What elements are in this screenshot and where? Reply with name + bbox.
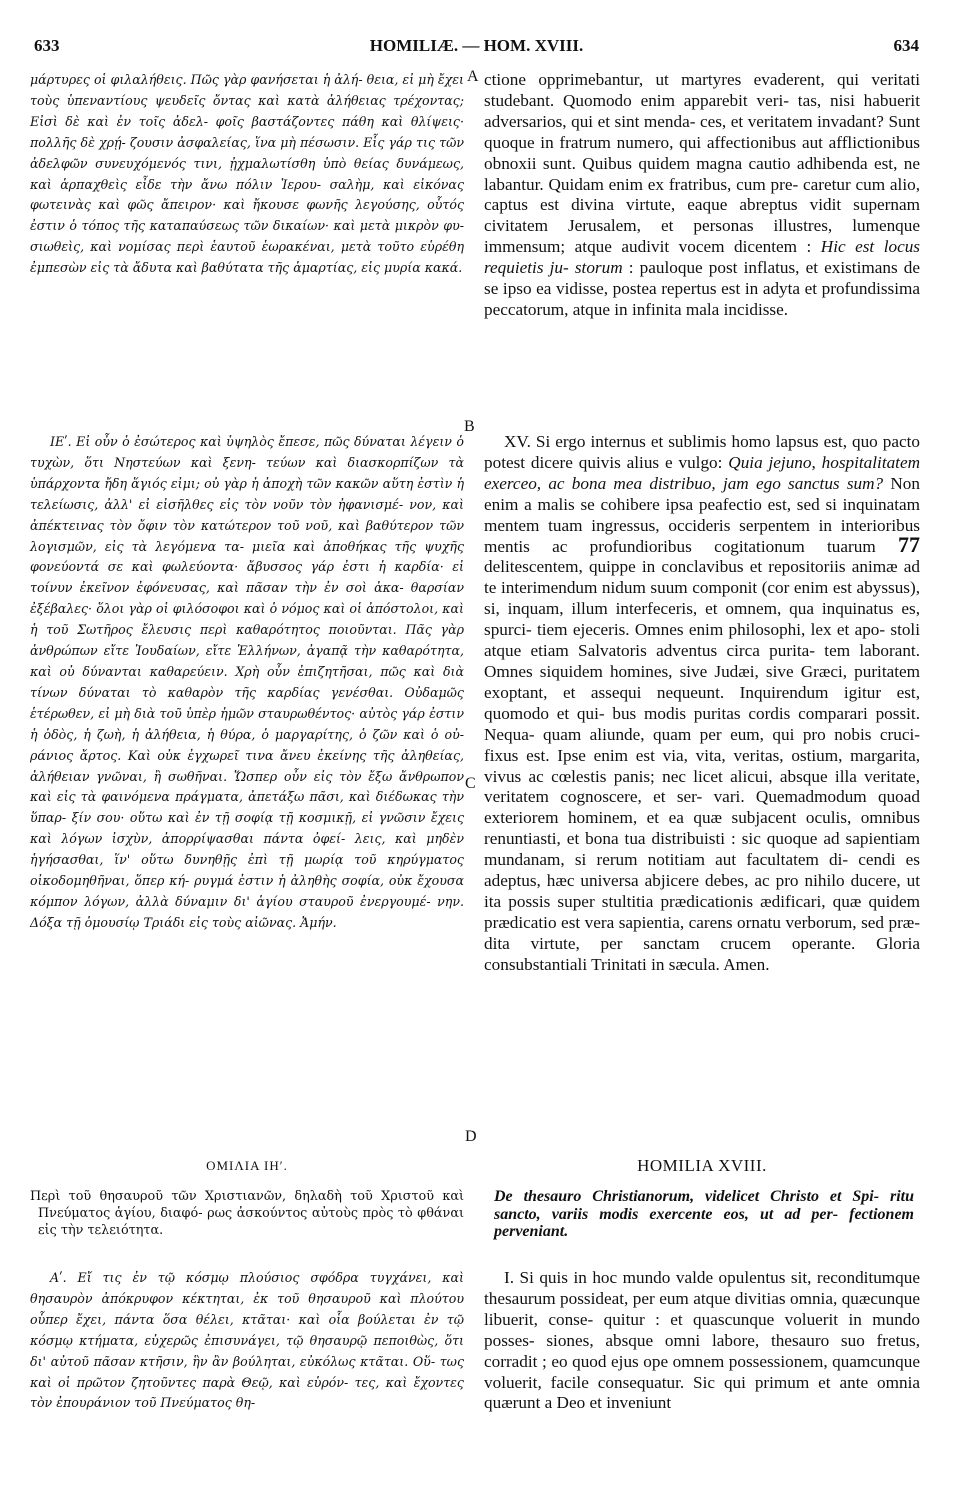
latin-paragraph-2 — [484, 432, 920, 976]
latin-paragraph-2-text-c: delitescentem, quippe in conclavibus et repositoriis animæ ad te interimendum nidum suum componit (cor enim est abyssus), si, inquam, illum interfeceris, et omnem, qua inquinatus es, spurci- tiem ejeceris. Omnes enim philosophi, lex et apo- stoli atque etiam Salvatoris adventus circa purita- tem laborant. Omnes siquidem homines, sive Judæi, sive Græci, puritatem exoptant, et assequi nequeunt. Inquirendum igitur est, quomodo et qui- bus modis puritas cordis comparari possit. Nequa- quam aliunde, quam per eum, qui pro nobis cruci- fixus est. Ipse enim est via, vita, veritas, ostium, margarita, vivus ac cœlestis panis; nec licet alicui, absque illa veritate, veritatem cognoscere, et ser- vari. Quemadmodum quoad exteriorem hominem, et ea quæ subjacent oculis, omnibus renuntiasti, et bona tua distribuisti : sic quoque ad sapientiam mundanam, si rerum notitiam aut facultatem di- cendi es adeptus, hæc universa abjicere debes, ac pro nihilo ducere, ut ita possis super stultitia prædicationis ædificari, quæ quidem prædicatio est vera sapientia, carens ornatu verborum, sed præ- dita virtute, per sanctam crucem operante. Gloria consubstantiali Trinitati in sæcula. Amen. — [484, 557, 920, 974]
latin-paragraph-2-block — [484, 432, 920, 976]
greek-summary-block — [30, 1188, 464, 1239]
latin-paragraph-1-tail: : pauloque post inflatus, et existimans de se ipso ea vidisse, postea repertus est in adyta et profundissima peccatorum, atque in infinita mala incidisse. — [484, 258, 920, 319]
running-header — [0, 32, 953, 62]
greek-paragraph-1-block — [30, 70, 464, 279]
latin-paragraph-2-quote: Quia jejuno, hospitalitatem exerceo, ac bona mea distribuo, jam ego sanctus sum? — [484, 452, 920, 493]
margin-letter-d: D — [465, 1128, 477, 1145]
running-title: HOMILIÆ. — HOM. XVIII. — [369, 36, 584, 55]
greek-paragraph-2-block — [30, 432, 464, 934]
latin-paragraph-1-block — [484, 70, 920, 321]
greek-paragraph-1: μάρτυρες οἱ φιλαλήθεις. Πῶς γὰρ φανήσεται ἡ ἀλή- θεια, εἰ μὴ ἔχει τοὺς ὑπεναντίους ψευδεῖς ὄντας καὶ κατὰ ἀλήθειας τρέχοντας; Εἰσὶ δὲ καὶ ἐν τοῖς ἀδελ- φοῖς βαστάζοντες πάθη καὶ θλίψεις· πολλῆς δὲ χρῄ- ζουσιν ἀσφαλείας, ἵνα μὴ πέσωσιν. Εἷς γάρ τις τῶν ἀδελφῶν συνευχόμενός τινι, ᾐχμαλωτίσθη ὑπὸ θείας δυνάμεως, καὶ ἁρπαχθεὶς εἶδε τὴν ἄνω πόλιν Ἱερου- σαλὴμ, καὶ εἰκόνας φωτεινὰς καὶ φῶς ἄπειρον· καὶ ἤκουσε φωνῆς λεγούσης, οὗτός ἐστιν ὁ τόπος τῆς καταπαύσεως τῶν δικαίων· καὶ μετὰ μικρὸν φυ- σιωθεὶς, καὶ νομίσας περὶ ἑαυτοῦ ἑωρακέναι, μετὰ τοῦτο εὑρέθη ἐμπεσὼν εἰς τὰ ἄδυτα καὶ βαθύτατα τῆς ἁμαρτίας, εἰς μυρία κακά. — [30, 72, 464, 276]
greek-homily-title: ΟΜΙΛΙΑ ΙΗʹ. — [206, 1158, 288, 1173]
latin-homily-title: HOMILIA XVIII. — [637, 1156, 767, 1175]
greek-homily-title-block — [30, 1158, 464, 1174]
latin-paragraph-2-text-b: Non enim a malis se cohibere ipsa peafectio est, sed si inquinatam mentem tuam ingressus, occideris serpentem in interioribus mentis ac profundioribus cogitationum tuarum — [484, 473, 920, 556]
latin-paragraph-3: I. Si quis in hoc mundo valde opulentus sit, reconditumque thesaurum possideat, per eum atque divitias omnia, quæcunque libuerit, conse- quitur : et quascunque voluerit in mundo posses- siones, absque omni labore, thesauro suo fretus, corradit ; eo quod ejus ope omnem possessionem, quamcunque voluerit, facile consequatur. Sic qui primum et ante omnia quærunt a Deo et inveniunt — [484, 1268, 920, 1413]
greek-paragraph-3-block — [30, 1268, 464, 1414]
latin-paragraph-2-text-a: XV. Si ergo internus et sublimis homo lapsus est, quo pacto potest dicere quivis alius e vulgo: — [484, 432, 920, 472]
greek-paragraph-2: ΙΕʹ. Εἰ οὖν ὁ ἐσώτερος καὶ ὑψηλὸς ἔπεσε, πῶς δύναται λέγειν ὁ τυχὼν, ὅτι Νηστεύων καὶ ξενη- τεύων καὶ διασκορπίζων τὰ ὑπάρχοντα ἤδη ἅγιός εἰμι; οὐ γὰρ ἡ ἀποχὴ τῶν κακῶν αὕτη ἐστὶν ἡ τελείωσις, ἀλλ' εἰ εἰσῆλθες εἰς τὸν νοῦν τὸν ἠφανισμέ- νον, καὶ ἀπέκτεινας τὸν ὄφιν τὸν κατώτερον τοῦ νοῦ, καὶ βαθύτερον τῶν λογισμῶν, εἰς τὰ λεγόμενα τα- μιεῖα καὶ ἀποθήκας τῆς ψυχῆς φονεύοντά σε καὶ φωλεύοντα· ἄβυσσος γάρ ἐστι ἡ καρδία· εἰ τοίνυν ἐκεῖνον ἐφόνευσας, καὶ πᾶσαν τὴν ἐν σοὶ ἀκα- θαρσίαν ἐξέβαλες· ὅλοι γὰρ οἱ φιλόσοφοι καὶ ὁ νόμος καὶ οἱ ἀπόστολοι, καὶ ἡ τοῦ Σωτῆρος ἔλευσις περὶ καθαρότητος ποιοῦνται. Πᾶς γὰρ ἀνθρώπων εἴτε Ἰουδαίων, εἴτε Ἑλλήνων, ἀγαπᾷ τὴν καθαρότητα, καὶ οὐ δύνανται καθαρεύειν. Χρὴ οὖν ἐπιζητῆσαι, πῶς καὶ διὰ τίνων δύναται τὸ καθαρὸν τῆς καρδίας γενέσθαι. Οὐδαμῶς ἑτέρωθεν, εἰ μὴ διὰ τοῦ ὑπὲρ ἡμῶν σταυρωθέντος· αὐτὸς γάρ ἐστιν ἡ ὁδὸς, ἡ ζωὴ, ἡ ἀλήθεια, ἡ θύρα, ὁ μαργαρίτης, ὁ ζῶν καὶ ὁ οὐ- ράνιος ἄρτος. Καὶ οὐκ ἐγχωρεῖ τινα ἄνευ ἐκείνης τῆς ἀληθείας, ἀλήθειαν γνῶναι, ἢ σωθῆναι. Ὥσπερ οὖν εἰς τὸν ἔξω ἄνθρωπον καὶ εἰς τὰ φαινόμενα πράγματα, ἀπετάξω πᾶσι, καὶ διέδωκας τὴν ὕπαρ- ξίν σου· οὕτω καὶ ἐν τῇ σοφίᾳ τῇ κοσμικῇ, εἰ γνῶσιν ἔχεις καὶ λόγων ἰσχὺν, ἀπορρίψασθαι πάντα ὀφεί- λεις, καὶ μηδὲν ἡγήσασθαι, ἵν' οὕτω δυνηθῇς ἐπὶ τῇ μωρίᾳ τοῦ κηρύγματος οἰκοδομηθῆναι, ὅπερ κή- ρυγμά ἐστιν ἡ ἀληθὴς σοφία, οὐκ ἔχουσα κόμπον λόγων, ἀλλὰ δύναμιν δι' ἁγίου σταυροῦ ἐνεργουμέ- νην. Δόξα τῇ ὁμουσίῳ Τριάδι εἰς τοὺς αἰῶνας. Ἀμήν. — [30, 434, 464, 930]
margin-letter-a: A — [467, 68, 479, 85]
latin-paragraph-1-text: ctione opprimebantur, ut martyres evaderent, qui veritati studebant. Quomodo enim apparebit veri- tas, nisi habuerit adversarios, qui et sint menda- ces, et veritatem invadant? Sunt quoque in fratrum numero, qui affectionibus aut afflictionibus obnoxii sunt. Quibus quidem magna cautio adhibenda est, ne labantur. Quidam enim ex fratribus, cum pre- caretur cum alio, captus est divina virtute, eaque abreptus vidit supernam civitatem Jerusalem, et personas illustres, lumenque immensum; atque audivit vocem dicentem : — [484, 70, 920, 257]
latin-paragraph-3-block — [484, 1268, 920, 1414]
page-number-left: 633 — [34, 36, 60, 55]
column-number-marker: 77 — [898, 531, 920, 557]
greek-summary: Περὶ τοῦ θησαυροῦ τῶν Χριστιανῶν, δηλαδὴ τοῦ Χριστοῦ καὶ Πνεύματος ἁγίου, διαφό- ρως ἀσκούντος αὐτοὺς πρὸς τὸ φθάναι εἰς τὴν τελειότητα. — [30, 1189, 464, 1238]
latin-homily-title-block — [484, 1156, 920, 1176]
latin-summary: De thesauro Christianorum, videlicet Christo et Spi- ritu sancto, variis modis exercente eos, ut ad per- fectionem perveniant. — [494, 1188, 914, 1240]
margin-letter-b: B — [464, 418, 475, 435]
page-number-right: 634 — [893, 36, 919, 55]
latin-paragraph-1-quote: Hic est locus requietis ju- storum — [484, 237, 920, 278]
greek-paragraph-3: Αʹ. Εἴ τις ἐν τῷ κόσμῳ πλούσιος σφόδρα τυγχάνει, καὶ θησαυρὸν ἀπόκρυφον κέκτηται, ἐκ τοῦ θησαυροῦ καὶ πλούτου οὗπερ ἔχει, πάντα ὅσα θέλει, κτᾶται· καὶ οἷα βούλεται ἐν τῷ κόσμῳ κτήματα, εὐχερῶς ἐπισυνάγει, τῷ θησαυρῷ πεποιθὼς, ὅτι δι' αὐτοῦ πᾶσαν κτῆσιν, ἣν ἂν βούληται, εὐκόλως κτᾶται. Οὕ- τως καὶ οἱ πρῶτον ζητοῦντες παρὰ Θεῷ, καὶ εὑρόν- τες, καὶ ἔχοντες τὸν ἐπουράνιον τοῦ Πνεύματος θη- — [30, 1270, 464, 1411]
latin-paragraph-1 — [484, 70, 920, 321]
latin-summary-block — [484, 1188, 920, 1241]
margin-letter-c: C — [465, 775, 476, 792]
